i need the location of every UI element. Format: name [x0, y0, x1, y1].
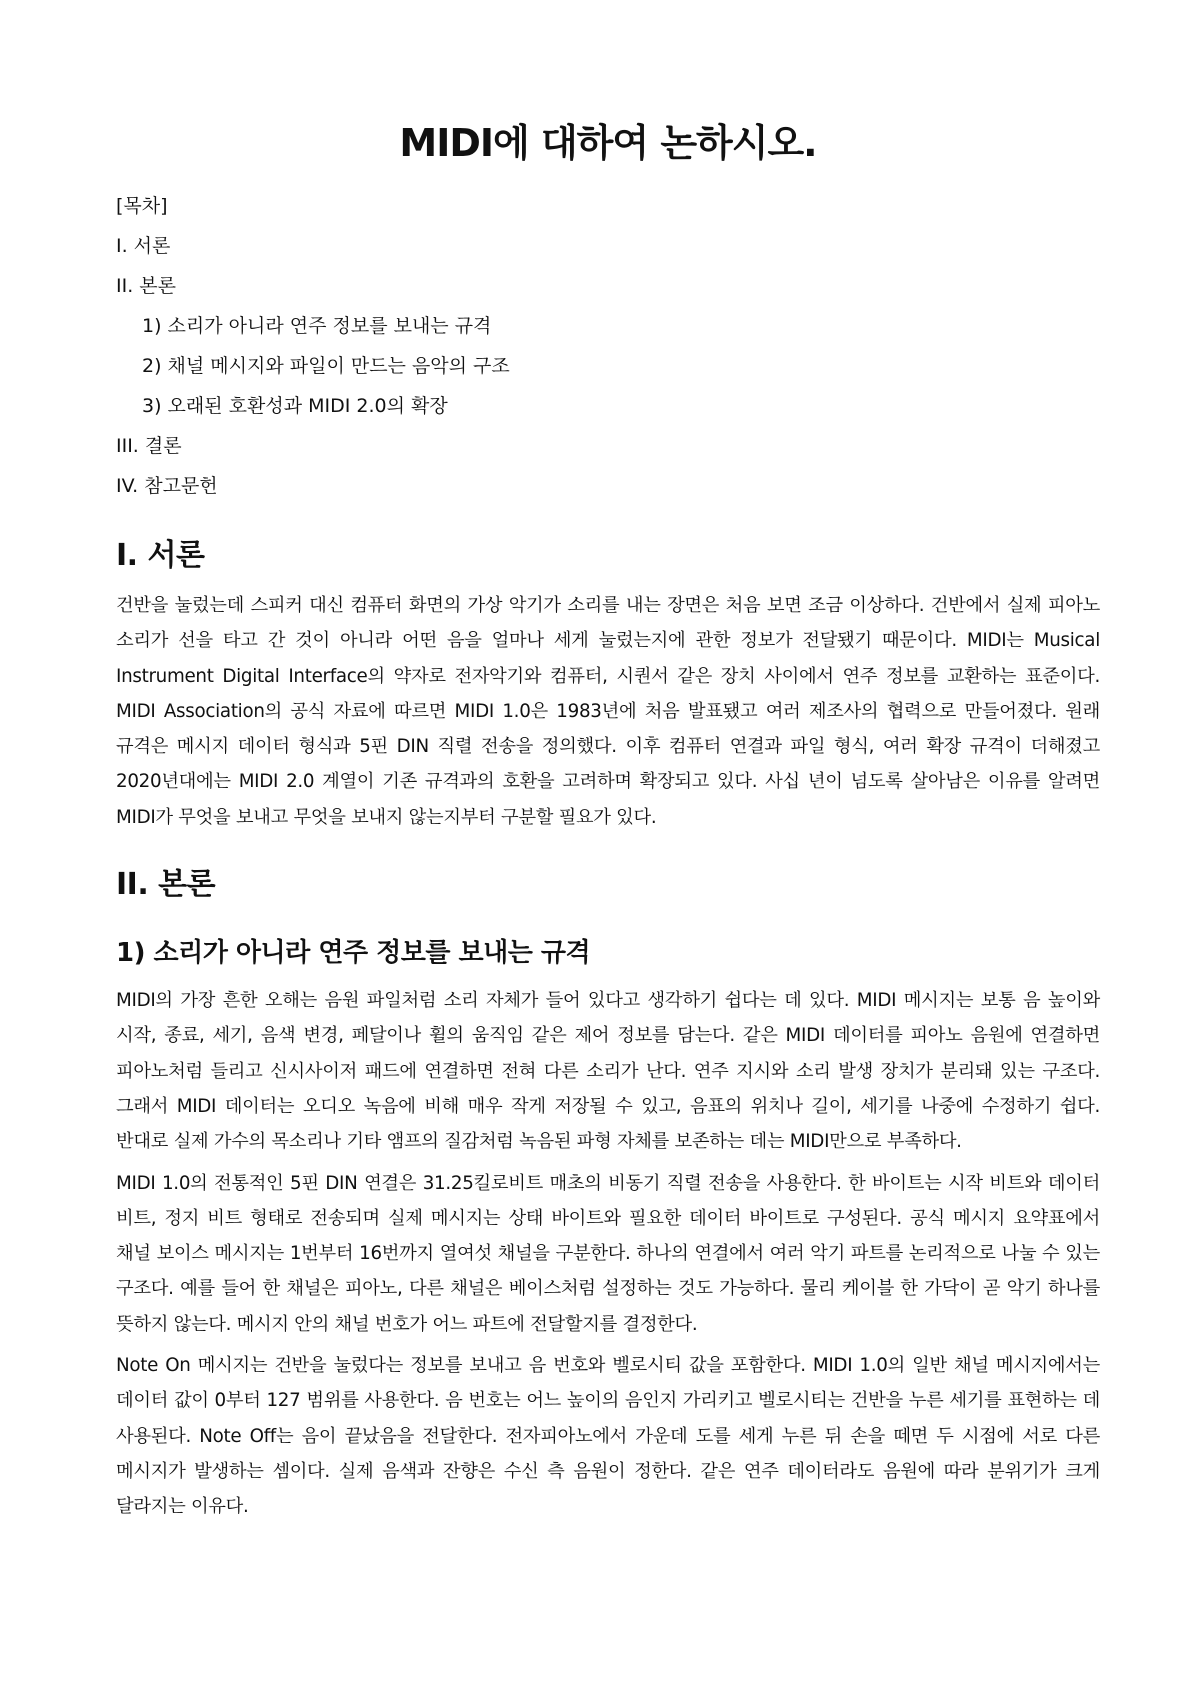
body-heading: II. 본론 [116, 867, 216, 903]
document-title: MIDI에 대하여 논하시오. [399, 121, 817, 165]
toc-item-references: IV. 참고문헌 [116, 475, 218, 497]
toc-item-conclusion: III. 결론 [116, 435, 182, 457]
body-subsection-1-paragraph-1: MIDI의 가장 흔한 오해는 음원 파일처럼 소리 자체가 들어 있다고 생각하기 쉽다는 데 있다. MIDI 메시지는 보통 음 높이와 시작, 종료, 세기, 음색 변경, 페달이나 휠의 움직임 같은 제어 정보를 담는다. 같은 MIDI 데이터를 피아노 음원에 연결하면 피아노처럼 들리고 신시사이저 패드에 연결하면 전혀 다른 소리가 난다. 연주 지시와 소리 발생 장치가 분리돼 있는 구조다. 그래서 MIDI 데이터는 오디오 녹음에 비해 매우 작게 저장될 수 있고, 음표의 위치나 길이, 세기를 나중에 수정하기 쉽다. 반대로 실제 가수의 목소리나 기타 앰프의 질감처럼 녹음된 파형 자체를 보존하는 데는 MIDI만으로 부족하다. [116, 990, 1100, 1153]
toc-item-body: II. 본론 [116, 275, 176, 297]
toc-item-body-sub3: 3) 오래된 호환성과 MIDI 2.0의 확장 [142, 395, 448, 417]
body-subsection-1-paragraph-3: Note On 메시지는 건반을 눌렀다는 정보를 보내고 음 번호와 벨로시티 값을 포함한다. MIDI 1.0의 일반 채널 메시지에서는 데이터 값이 0부터 127 범위를 사용한다. 음 번호는 어느 높이의 음인지 가리키고 벨로시티는 건반을 누른 세기를 표현하는 데 사용된다. Note Off는 음이 끝났음을 전달한다. 전자피아노에서 가운데 도를 세게 누른 뒤 손을 떼면 두 시점에 서로 다른 메시지가 발생하는 셈이다. 실제 음색과 잔향은 수신 측 음원이 정한다. 같은 연주 데이터라도 음원에 따라 분위기가 크게 달라지는 이유다. [116, 1355, 1100, 1518]
toc-heading: [목차] [116, 195, 168, 217]
introduction-section [116, 536, 1100, 835]
toc-item-body-sub1: 1) 소리가 아니라 연주 정보를 보내는 규격 [142, 315, 492, 337]
toc-item-introduction: I. 서론 [116, 235, 171, 257]
body-subsection-1-paragraph-2: MIDI 1.0의 전통적인 5핀 DIN 연결은 31.25킬로비트 매초의 비동기 직렬 전송을 사용한다. 한 바이트는 시작 비트와 데이터 비트, 정지 비트 형태로 전송되며 실제 메시지는 상태 바이트와 필요한 데이터 바이트로 구성된다. 공식 메시지 요약표에서 채널 보이스 메시지는 1번부터 16번까지 열여섯 채널을 구분한다. 하나의 연결에서 여러 악기 파트를 논리적으로 나눌 수 있는 구조다. 예를 들어 한 채널은 피아노, 다른 채널은 베이스처럼 설정하는 것도 가능하다. 물리 케이블 한 가닥이 곧 악기 하나를 뜻하지 않는다. 메시지 안의 채널 번호가 어느 파트에 전달할지를 결정한다. [116, 1172, 1100, 1335]
toc-item-body-sub2: 2) 채널 메시지와 파일이 만드는 음악의 구조 [142, 355, 510, 377]
table-of-contents [116, 186, 1100, 506]
body-subsection-1-heading: 1) 소리가 아니라 연주 정보를 보내는 규격 [116, 938, 591, 969]
introduction-paragraph: 건반을 눌렀는데 스피커 대신 컴퓨터 화면의 가상 악기가 소리를 내는 장면은 처음 보면 조금 이상하다. 건반에서 실제 피아노 소리가 선을 타고 간 것이 아니라 어떤 음을 얼마나 세게 눌렀는지에 관한 정보가 전달됐기 때문이다. MIDI는 Musical Instrument Digital Interface의 약자로 전자악기와 컴퓨터, 시퀀서 같은 장치 사이에서 연주 정보를 교환하는 표준이다. MIDI Association의 공식 자료에 따르면 MIDI 1.0은 1983년에 처음 발표됐고 여러 제조사의 협력으로 만들어졌다. 원래 규격은 메시지 데이터 형식과 5핀 DIN 직렬 전송을 정의했다. 이후 컴퓨터 연결과 파일 형식, 여러 확장 규격이 더해졌고 2020년대에는 MIDI 2.0 계열이 기존 규격과의 호환을 고려하며 확장되고 있다. 사십 년이 넘도록 살아남은 이유를 알려면 MIDI가 무엇을 보내고 무엇을 보내지 않는지부터 구분할 필요가 있다. [116, 595, 1100, 828]
introduction-heading: I. 서론 [116, 538, 205, 573]
body-section [116, 865, 1100, 1524]
